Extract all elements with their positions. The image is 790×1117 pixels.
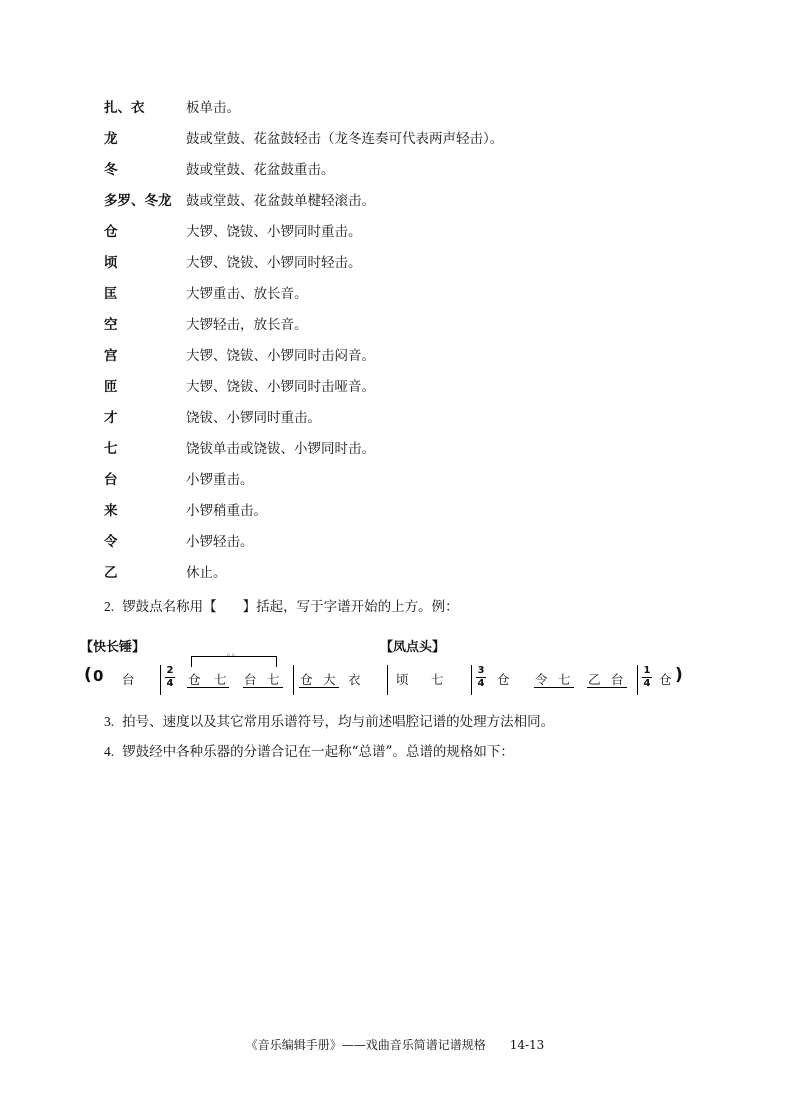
page-footer: 《音乐编辑手册》——戏曲音乐简谱记谱规格 14-13 — [245, 1038, 545, 1052]
paragraph-number: 3. — [104, 714, 115, 729]
definition-row — [104, 438, 744, 469]
score-note: 顷 — [396, 672, 409, 687]
definition-term: 来 — [104, 503, 118, 519]
barline — [160, 665, 161, 695]
time-signature: 2 4 — [166, 665, 174, 689]
percussion-score-example — [80, 630, 700, 700]
definition-list — [104, 97, 744, 593]
score-note: 台 — [244, 672, 257, 687]
close-paren: ) — [675, 665, 683, 685]
definition-desc: 板单击。 — [186, 100, 240, 116]
paragraph-number: 2. — [104, 599, 115, 614]
score-note: 七 — [431, 672, 444, 687]
barline — [471, 665, 472, 695]
score-note: 七 — [558, 672, 571, 687]
definition-row — [104, 252, 744, 283]
definition-desc: 大锣、饶钹、小锣同时击闷音。 — [186, 348, 375, 364]
definition-row — [104, 531, 744, 562]
definition-desc: 大锣轻击，放长音。 — [186, 317, 308, 333]
definition-term: 台 — [104, 472, 118, 488]
definition-desc: 休止。 — [186, 565, 227, 581]
definition-row — [104, 97, 744, 128]
score-note: 衣 — [348, 672, 361, 687]
definition-desc: 小锣重击。 — [186, 472, 254, 488]
open-paren: ( — [84, 665, 92, 685]
definition-term: 宫 — [104, 348, 118, 364]
score-title-fengdiantou: 【凤点头】 — [380, 640, 446, 655]
paragraph-number: 4. — [104, 744, 115, 759]
definition-row — [104, 469, 744, 500]
score-note: 仓 — [497, 672, 510, 687]
beam-underline — [243, 687, 283, 688]
definition-term: 匡 — [104, 286, 118, 302]
time-signature: 1 4 — [643, 665, 651, 689]
definition-term: 空 — [104, 317, 118, 333]
definition-row — [104, 159, 744, 190]
definition-row — [104, 128, 744, 159]
rest-zero: 0 — [93, 667, 104, 685]
paragraph-text: 锣鼓经中各种乐器的分谱合记在一起称“总谱”。总谱的规格如下： — [122, 744, 514, 760]
definition-term: 龙 — [104, 131, 118, 147]
definition-term: 匝 — [104, 379, 118, 395]
definition-term: 七 — [104, 441, 118, 457]
score-note: 仓 — [300, 672, 313, 687]
score-note: 台 — [122, 672, 135, 687]
score-note: 仓 — [188, 672, 201, 687]
definition-desc: 大锣重击、放长音。 — [186, 286, 308, 302]
paragraph-text: 拍号、速度以及其它常用乐谱符号，均与前述唱腔记谱的处理方法相同。 — [122, 714, 555, 730]
score-note: 令 — [535, 672, 548, 687]
beam-underline — [299, 687, 339, 688]
paragraph-text-before: 锣鼓点名称用【 — [122, 599, 217, 615]
definition-desc: 大锣、饶钹、小锣同时击哑音。 — [186, 379, 375, 395]
definition-desc: 鼓或堂鼓、花盆鼓单楗轻滚击。 — [186, 193, 375, 209]
beam-underline — [187, 687, 229, 688]
paragraph-4 — [104, 742, 514, 762]
definition-term: 乙 — [104, 565, 118, 581]
definition-term: 仓 — [104, 224, 118, 240]
score-note: 七 — [267, 672, 280, 687]
definition-row — [104, 314, 744, 345]
definition-term: 才 — [104, 410, 118, 426]
definition-desc: 小锣稍重击。 — [186, 503, 267, 519]
score-title-kuaichangchui: 【快长锤】 — [80, 640, 146, 655]
score-note: 台 — [611, 672, 624, 687]
definition-row — [104, 376, 744, 407]
definition-term: 令 — [104, 534, 118, 550]
definition-desc: 大锣、饶钹、小锣同时轻击。 — [186, 255, 362, 271]
paragraph-2 — [104, 597, 459, 617]
definition-term: 冬 — [104, 162, 118, 178]
time-signature: 3 4 — [477, 665, 485, 689]
barline — [293, 665, 294, 695]
definition-desc: 小锣轻击。 — [186, 534, 254, 550]
definition-row — [104, 407, 744, 438]
definition-desc: 大锣、饶钹、小锣同时重击。 — [186, 224, 362, 240]
definition-desc: 鼓或堂鼓、花盆鼓重击。 — [186, 162, 335, 178]
definition-term: 顷 — [104, 255, 118, 271]
definition-row — [104, 190, 744, 221]
definition-row — [104, 500, 744, 531]
definition-row — [104, 345, 744, 376]
definition-row — [104, 221, 744, 252]
definition-row — [104, 283, 744, 314]
definition-row — [104, 562, 744, 593]
beam-underline — [534, 687, 574, 688]
score-note: 七 — [214, 672, 227, 687]
definition-term: 扎、衣 — [104, 100, 145, 116]
paragraph-text-after: 】括起，写于字谱开始的上方。例： — [242, 599, 459, 615]
tie-circles: ◦◦ — [226, 651, 236, 660]
definition-term: 多罗、冬龙 — [104, 193, 172, 209]
beam-underline — [587, 687, 627, 688]
score-note: 大 — [323, 672, 336, 687]
paragraph-3 — [104, 712, 554, 732]
score-note: 乙 — [588, 672, 601, 687]
score-note: 仓 — [659, 672, 672, 687]
definition-desc: 饶钹、小锣同时重击。 — [186, 410, 321, 426]
barline — [637, 665, 638, 695]
definition-desc: 鼓或堂鼓、花盆鼓轻击（龙冬连奏可代表两声轻击）。 — [186, 131, 504, 147]
definition-desc: 饶钹单击或饶钹、小锣同时击。 — [186, 441, 375, 457]
barline — [387, 665, 388, 695]
